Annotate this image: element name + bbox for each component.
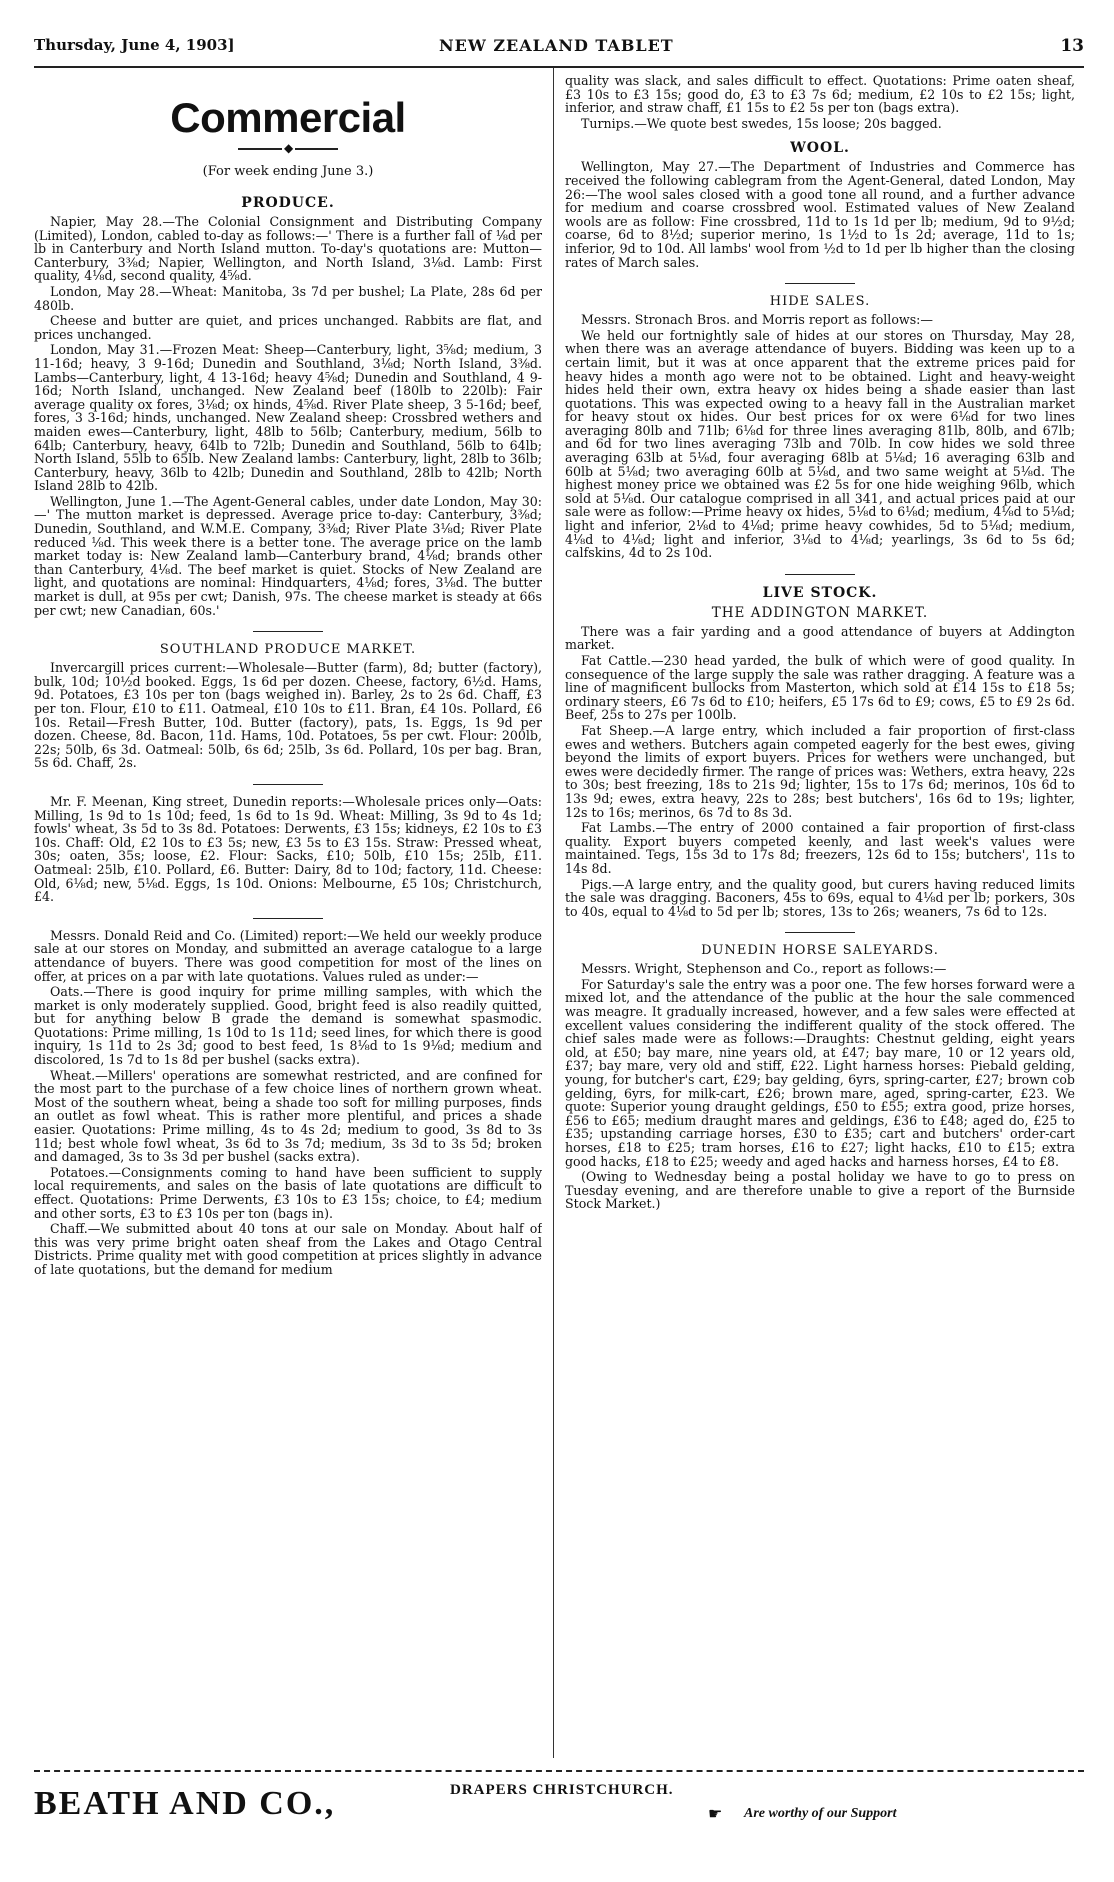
paragraph: Chaff.—We submitted about 40 tons at our sale on Monday. About half of this was very prime bright oaten sheaf from the Lakes and Otago Central Districts. Prime quality met with good competition at prices slightly in advance of late quotations, but the demand for medium	[34, 1221, 542, 1277]
section-divider	[785, 932, 855, 933]
paragraph: Potatoes.—Consignments coming to hand have been sufficient to supply local requirements, and sales on the basis of late quotations are difficult to effect. Quotations: Prime Derwents, £3 10s to £3 15s; choice, to £4; medium and other sorts, £3 to £3 10s per ton (bags in).	[34, 1164, 542, 1221]
section-divider	[253, 918, 323, 919]
paragraph: Pigs.—A large entry, and the quality good, but curers having reduced limits the sale was dragging. Baconers, 45s to 69s, equal to 4⅛d per lb; porkers, 30s to 40s, equal to 4⅛d to 5d per lb; stores, 13s to 26s; weaners, 7s 6d to 12s.	[565, 876, 1075, 919]
advertiser-trade: DRAPERS CHRISTCHURCH.	[450, 1782, 674, 1798]
live-stock-heading: LIVE STOCK.	[762, 584, 878, 601]
paragraph: Oats.—There is good inquiry for prime milling samples, with which the market is only moderately supplied. Good, bright feed is also readily quitted, but for anything below B grade the demand is somewhat spasmodic. Quotations: Prime milling, 1s 10d to 1s 11d; seed lines, for which there is good inquiry, 1s 11d to 2s 3d; good to best feed, 1s 8⅛d to 1s 9⅛d; medium and discolored, 1s 7d to 1s 8d per bushel (sacks extra).	[34, 984, 542, 1068]
paragraph: London, May 31.—Frozen Meat: Sheep—Canterbury, light, 3⅝d; medium, 3 11-16d; heavy, 3 9-16d; Dunedin and Southland, 3⅛d; North Island, 3⅜d. Lambs—Canterbury, light, 4 13-16d; heavy 4⅝d; Dunedin and Southland, 4 9-16d; North Island, unchanged. New Zealand beef (180lb to 220lb): Fair average quality ox fores, 3⅛d; ox hinds, 4⅝d. River Plate sheep, 3 5-16d; beef, fores, 3 3-16d; hinds, unchanged. New Zealand sheep: Crossbred wethers and maiden ewes—Canterbury, light, 48lb to 56lb; Canterbury, medium, 56lb to 64lb; Canterbury, heavy, 64lb to 72lb; Dunedin and Southland, 56lb to 64lb; North Island, 55lb to 65lb. New Zealand lambs: Canterbury, light, 28lb to 36lb; Canterbury, heavy, 36lb to 42lb; Dunedin and Southland, 28lb to 42lb; North Island 28lb to 42lb.	[34, 342, 542, 494]
paragraph: Cheese and butter are quiet, and prices unchanged. Rabbits are flat, and prices unchanged.	[34, 313, 542, 342]
section-divider	[253, 784, 323, 785]
left-column	[34, 74, 542, 1279]
section-subtitle: (For week ending June 3.)	[202, 164, 374, 179]
issue-date: Thursday, June 4, 1903]	[34, 36, 235, 54]
paragraph: Invercargill prices current:—Wholesale—Butter (farm), 8d; butter (factory), bulk, 10d; 10½d booked. Eggs, 1s 6d per dozen. Cheese, factory, 6½d. Hams, 9d. Potatoes, £3 10s per ton (bags weighed in). Barley, 2s to 2s 6d. Chaff, £3 per ton. Flour, £10 to £11. Oatmeal, £10 10s to £11. Bran, £4 10s. Pollard, £6 10s. Retail—Fresh Butter, 10d. Butter (factory), pats, 1s. Eggs, 1s 9d per dozen. Cheese, 8d. Bacon, 11d. Hams, 10d. Potatoes, 5s per cwt. Flour: 200lb, 22s; 50lb, 6s 3d. Oatmeal: 50lb, 6s 6d; 25lb, 3s 6d. Pollard, 10s per bag. Bran, 5s 6d. Chaff, 2s.	[34, 660, 542, 771]
page-header	[34, 26, 1084, 68]
paragraph: quality was slack, and sales difficult to effect. Quotations: Prime oaten sheaf, £3 10s to £3 15s; good do, £3 to £3 7s 6d; medium, £2 10s to £2 15s; light, inferior, and straw chaff, £1 15s to £2 5s per ton (bags extra).	[565, 74, 1075, 116]
paragraph: Mr. F. Meenan, King street, Dunedin reports:—Wholesale prices only—Oats: Milling, 1s 9d to 1s 10d; feed, 1s 6d to 1s 9d. Wheat: Milling, 3s 9d to 4s 1d; fowls' wheat, 3s 5d to 3s 8d. Potatoes: Derwents, £3 15s; kidneys, £2 10s to £3 10s. Chaff: Old, £2 10s to £3 5s; new, £3 5s to £3 15s. Straw: Pressed wheat, 30s; oaten, 35s; loose, £2. Flour: Sacks, £10; 50lb, £10 15s; 25lb, £11. Oatmeal: 25lb, £10. Pollard, £6. Butter: Dairy, 8d to 10d; factory, 11d. Cheese: Old, 6⅛d; new, 5⅛d. Eggs, 1s 10d. Onions: Melbourne, £5 10s; Christchurch, £4.	[34, 793, 542, 905]
paragraph: Turnips.—We quote best swedes, 15s loose; 20s bagged.	[581, 115, 942, 131]
addington-heading: THE ADDINGTON MARKET.	[711, 604, 929, 621]
section-divider	[785, 283, 855, 284]
paragraph: Fat Sheep.—A large entry, which included a fair proportion of first-class ewes and wethers. Butchers again competed eagerly for the best ewes, giving beyond the limits of export buyers. Prices for wethers were unchanged, but ewes were decidedly firmer. The range of prices was: Wethers, extra heavy, 22s to 30s; best freezing, 18s to 21s 9d; lighter, 15s to 17s 6d; merinos, 10s 6d to 13s 9d; ewes, extra heavy, 22s to 28s; best butchers', 16s 6d to 19s; lighter, 12s to 16s; merinos, 6s 7d to 8s 3d.	[565, 722, 1075, 820]
paragraph: Wheat.—Millers' operations are somewhat restricted, and are confined for the most part to the purchase of a few choice lines of northern grown wheat. Most of the southern wheat, being a shade too soft for milling purposes, finds an outlet as fowl wheat. This is rather more plentiful, and prices a shade easier. Quotations: Prime milling, 4s to 4s 2d; medium to good, 3s 8d to 3s 11d; best whole fowl wheat, 3s 6d to 3s 7d; medium, 3s 3d to 3s 5d; broken and damaged, 3s to 3s 3d per bushel (sacks extra).	[34, 1067, 542, 1165]
advertiser-name: BEATH AND CO.,	[34, 1785, 336, 1822]
paragraph: (Owing to Wednesday being a postal holiday we have to go to press on Tuesday evening, and are therefore unable to give a report of the Burnside Stock Market.)	[565, 1169, 1075, 1212]
paragraph: Napier, May 28.—The Colonial Consignment and Distributing Company (Limited), London, cabled to-day as follows:—' There is a further fall of ⅛d per lb in Canterbury and North Island mutton. To-day's quotations are: Mutton—Canterbury, 3⅜d; Napier, Wellington, and North Island, 3⅛d. Lamb: First quality, 4⅛d, second quality, 4⅝d.	[34, 214, 542, 284]
section-divider	[785, 574, 855, 575]
section-divider	[253, 631, 323, 632]
produce-heading: PRODUCE.	[241, 195, 335, 211]
paragraph: Messrs. Wright, Stephenson and Co., report as follows:—	[581, 961, 947, 977]
hide-sales-heading: HIDE SALES.	[769, 294, 871, 310]
section-masthead: Commercial	[170, 94, 406, 141]
column-divider	[553, 68, 554, 1758]
footer-rule	[34, 1770, 1084, 1772]
advertiser-slogan: Are worthy of our Support	[744, 1806, 897, 1821]
paragraph: London, May 28.—Wheat: Manitoba, 3s 7d per bushel; La Plate, 28s 6d per 480lb.	[34, 283, 542, 313]
page-number: 13	[1060, 36, 1084, 56]
paragraph: Fat Cattle.—230 head yarded, the bulk of which were of good quality. In consequence of the large supply the sale was rather dragging. A feature was a line of magnificent bullocks from Masterton, which sold at £14 15s to £18 5s; ordinary steers, £6 7s 6d to £10; heifers, £5 17s 6d to £9; cows, £5 to £9 2s 6d. Beef, 25s to 27s per 100lb.	[565, 653, 1075, 723]
paragraph: Fat Lambs.—The entry of 2000 contained a fair proportion of first-class quality. Export buyers competed keenly, and last week's values were maintained. Tegs, 15s 3d to 17s 8d; freezers, 12s 6d to 15s; butchers', 11s to 14s 8d.	[565, 820, 1075, 876]
paragraph: For Saturday's sale the entry was a poor one. The few horses forward were a mixed lot, and the attendance of the public at the hour the sale commenced was meagre. It gradually increased, however, and a few sales were effected at excellent values considering the indifferent quality of the stock offered. The chief sales made were as follows:—Draughts: Chestnut gelding, eight years old, at £50; bay mare, nine years old, at £47; bay mare, 10 or 12 years old, £37; bay mare, very old and stiff, £22. Light harness horses: Piebald gelding, young, for butcher's cart, £29; bay gelding, 6yrs, spring-carter, £27; brown cob gelding, 6yrs, for milk-cart, £26; brown mare, aged, spring-carter, £23. We quote: Superior young draught geldings, £50 to £55; extra good, prize horses, £56 to £65; medium draught mares and geldings, £36 to £48; aged do, £25 to £35; upstanding carriage horses, £30 to £35; cart and butchers' order-cart horses, £18 to £25; tram horses, £16 to £27; light hacks, £10 to £15; extra good hacks, £18 to £25; weedy and aged hacks and harness horses, £4 to £8.	[565, 976, 1075, 1169]
paragraph: Wellington, June 1.—The Agent-General cables, under date London, May 30:—' The mutton market is depressed. Average price to-day: Canterbury, 3⅜d; Dunedin, Southland, and W.M.E. Company, 3⅜d; River Plate 3⅛d; River Plate reduced ⅛d. This week there is a better tone. The average price on the lamb market today is: New Zealand lamb—Canterbury brand, 4⅛d; brands other than Canterbury, 4⅛d. The beef market is quiet. Stocks of New Zealand are light, and quotations are nominal: Hindquarters, 4⅛d; fores, 3⅛d. The butter market is dull, at 95s per cwt; Danish, 97s. The cheese market is steady at 66s per cwt; new Canadian, 60s.'	[34, 493, 542, 618]
publication-title: NEW ZEALAND TABLET	[439, 36, 674, 55]
wool-heading: WOOL.	[790, 140, 850, 157]
pointing-hand-icon: ☛	[708, 1804, 723, 1823]
horse-saleyards-heading: DUNEDIN HORSE SALEYARDS.	[701, 943, 939, 959]
paragraph: We held our fortnightly sale of hides at our stores on Thursday, May 28, when there was an average attendance of buyers. Bidding was keen up to a certain limit, but it was at once apparent that the extreme prices paid for heavy hides a month ago were not to be obtained. Light and heavy-weight hides held their own, extra heavy ox hides being a shade easier than last quotations. This was expected owing to a heavy fall in the Australian market for heavy stout ox hides. Our best prices for ox were 6⅛d for two lines averaging 80lb and 71lb; 6⅛d for three lines averaging 81lb, 80lb, and 67lb; and 6d for two lines averaging 73lb and 70lb. In cow hides we sold three averaging 63lb at 5⅛d, four averaging 68lb at 5⅛d; 16 averaging 63lb and 60lb at 5⅛d; two averaging 60lb at 5⅛d, and two same weight at 5⅛d. The highest money price we obtained was £2 5s for one hide weighing 96lb, which sold at 5⅛d. Our catalogue comprised in all 341, and actual prices paid at our sale were as follow:—Prime heavy ox hides, 5⅛d to 6⅛d; medium, 4⅛d to 5⅛d; light and inferior, 2⅛d to 4⅛d; prime heavy cowhides, 5d to 5⅛d; medium, 4⅛d to 4⅛d; light and inferior, 3⅛d to 4⅛d; yearlings, 3s 6d to 5s 6d; calfskins, 4d to 2s 10d.	[565, 327, 1075, 561]
paragraph: Messrs. Stronach Bros. and Morris report as follows:—	[581, 312, 933, 328]
paragraph: There was a fair yarding and a good attendance of buyers at Addington market.	[565, 623, 1075, 653]
southland-heading: SOUTHLAND PRODUCE MARKET.	[159, 642, 417, 658]
right-column	[565, 74, 1075, 1213]
paragraph: Messrs. Donald Reid and Co. (Limited) report:—We held our weekly produce sale at our stores on Monday, and submitted an average catalogue to a large attendance of buyers. There was good competition for most of the lines on offer, at prices on a par with late quotations. Values ruled as under:—	[34, 927, 542, 984]
ornament-rule	[238, 148, 338, 150]
paragraph: Wellington, May 27.—The Department of Industries and Commerce has received the following cablegram from the Agent-General, dated London, May 26:—The wool sales closed with a good tone all round, and a further advance for medium and coarse crossbred wool. Estimated values of New Zealand wools are as follow: Fine crossbred, 11d to 1s 1d per lb; medium, 9d to 9½d; coarse, 6d to 8½d; superior merino, 1s 1½d to 1s 2d; average, 11d to 1s; inferior, 9d to 10d. All lambs' wool from ½d to 1d per lb higher than the closing rates of March sales.	[565, 159, 1075, 270]
